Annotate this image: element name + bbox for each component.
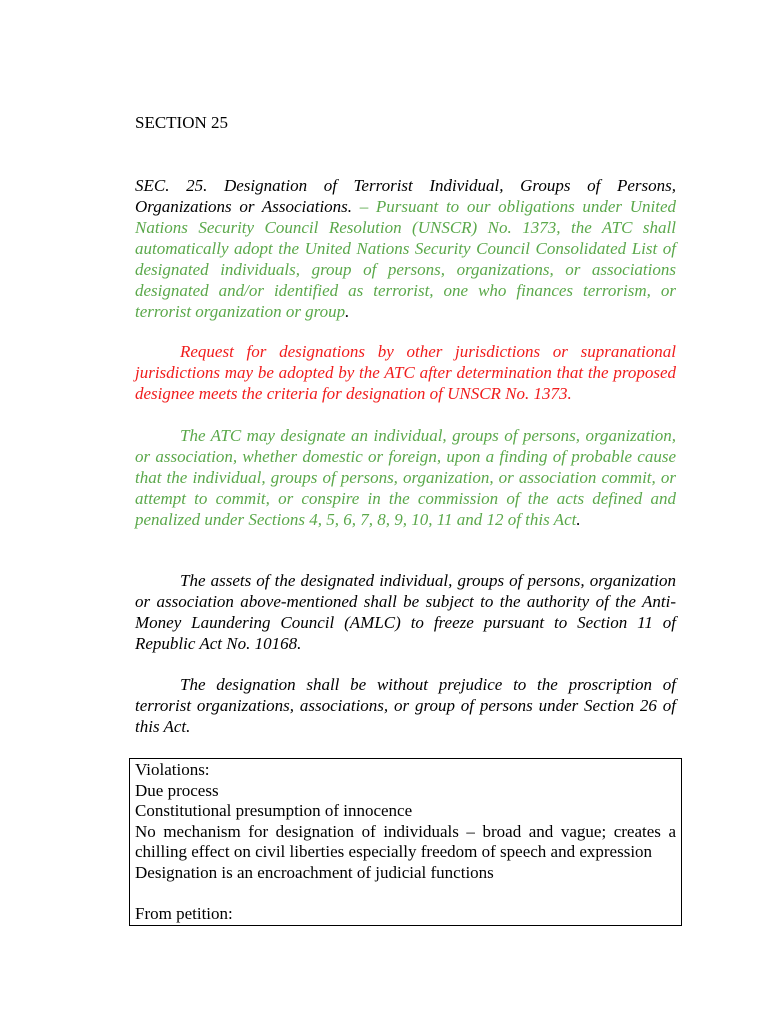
sec-25-period: . (345, 302, 350, 321)
atc-designate-text: The ATC may designate an individual, groups of persons, organization, or association, whether domestic or foreign, upon a finding of probable cause that the individual, groups of persons, organization, or association commit, or attempt to commit, or conspire in the commission of the acts defined and penalized under Sections 4, 5, 6, 7, 8, 9, 10, 11 and 12 of this Act (135, 426, 676, 529)
violation-item: Designation is an encroachment of judicial functions (135, 862, 494, 882)
paragraph-atc-designate (135, 425, 676, 530)
paragraph-sec-25-heading (135, 175, 676, 322)
atc-designate-period: . (576, 510, 581, 529)
paragraph-proscription: The designation shall be without prejudice to the proscription of terrorist organizations, associations, or group of persons under Section 26 of this Act. (135, 675, 676, 736)
violations-notes-box (129, 758, 682, 926)
violation-item: Due process (135, 780, 219, 800)
section-title: SECTION 25 (135, 113, 229, 132)
paragraph-request-designations: Request for designations by other jurisdictions or supranational jurisdictions may be adopted by the ATC after determination that the proposed designee meets the criteria for designation of UNSCR No. 1373. (135, 342, 676, 403)
notes-spacer (135, 883, 676, 904)
violation-item: No mechanism for designation of individuals – broad and vague; creates a chilling effect on civil liberties especially freedom of speech and expression (135, 821, 676, 861)
violations-label: Violations: (135, 760, 210, 779)
petition-label: From petition: (135, 903, 233, 923)
paragraph-assets-freeze: The assets of the designated individual, groups of persons, organization or association above-mentioned shall be subject to the authority of the Anti-Money Laundering Council (AMLC) to freeze pursuant to Section 11 of Republic Act No. 10168. (135, 571, 676, 653)
violation-item: Constitutional presumption of innocence (135, 801, 413, 820)
sec-25-heading: SEC. 25. Designation of Terrorist Individual, Groups of Persons, Organizations or Associations. (135, 176, 676, 216)
sec-25-adoption-text: – Pursuant to our obligations under United Nations Security Council Resolution (UNSCR) No. 1373, the ATC shall automatically adopt the United Nations Security Council Consolidated List of designated individuals, group of persons, organizations, or associations designated and/or identified as terrorist, one who finances terrorism, or terrorist organization or group (135, 197, 676, 321)
